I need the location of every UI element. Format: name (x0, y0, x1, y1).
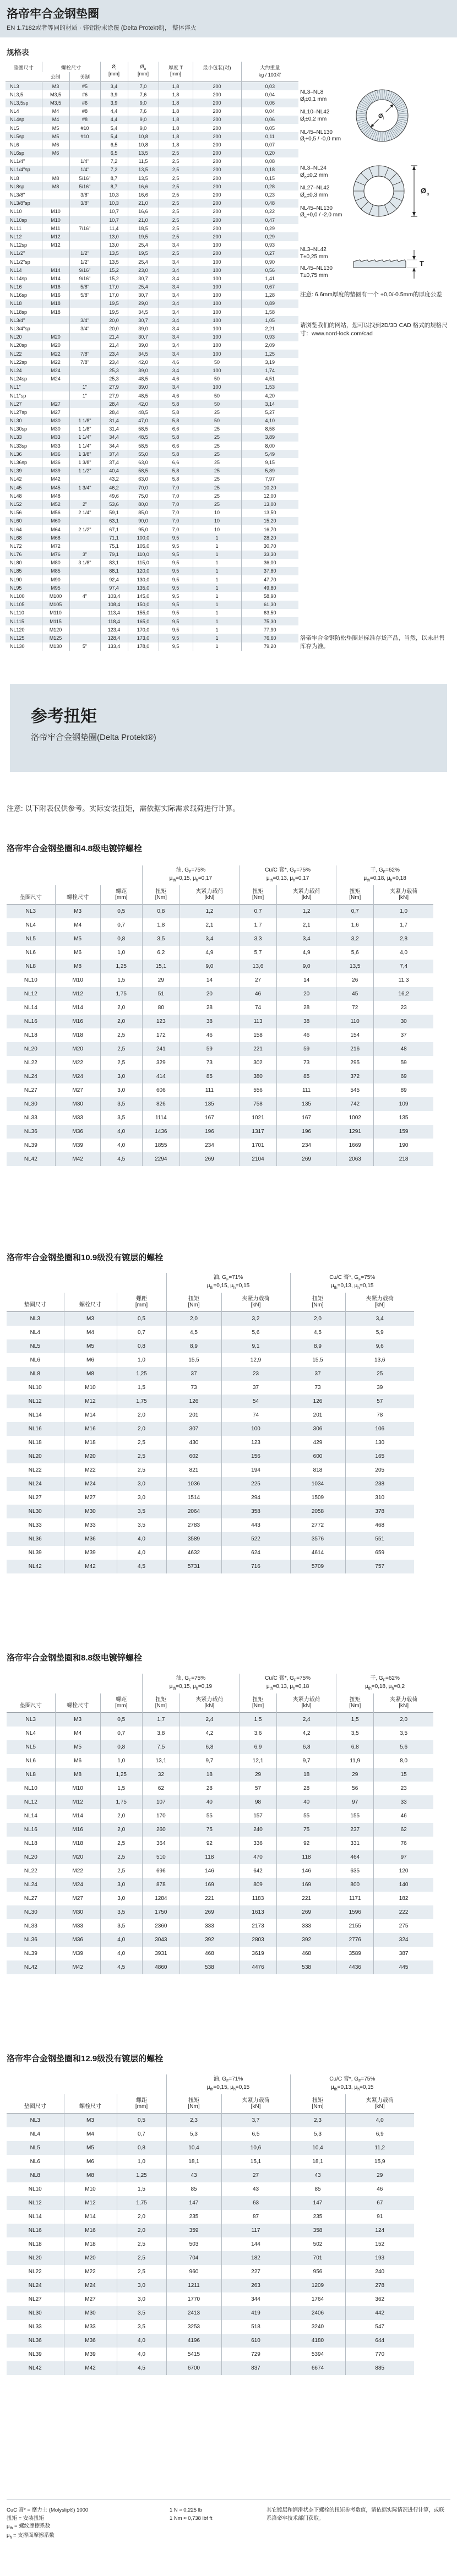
spec-row: NL36sp M36 1 3/8" 37,4 63,0 6,6 25 9,15 (6, 458, 298, 466)
torque-row: NL20 M20 2,5 704 182 701 193 (7, 2251, 414, 2265)
torque-row: NL16 M16 2,0 123 38 113 38 110 30 (7, 1015, 433, 1028)
spec-row: NL1" 1" 27,9 39,0 3,4 100 1,53 (6, 383, 298, 391)
spec-row: NL115 M115 118,4 165,0 9,5 1 75,30 (6, 617, 298, 625)
spec-row: NL3,5sp M3,5 #6 3,9 9,0 1,8 200 0,06 (6, 99, 298, 107)
torque-row: NL5 M5 0,8 8,9 9,1 8,9 9,6 (7, 1339, 414, 1353)
spec-row: NL76 M76 3" 79,1 110,0 9,5 1 33,30 (6, 551, 298, 559)
torque-row: NL8 M8 1,25 43 27 43 29 (7, 2169, 414, 2182)
spec-row: NL10 M10 10,7 16,6 2,5 200 0,22 (6, 208, 298, 216)
footer-legend (7, 2507, 155, 2541)
spec-row: NL45 M45 1 3/4" 46,2 70,0 7,0 25 10,20 (6, 483, 298, 492)
spec-row: NL11 M11 7/16" 11,4 18,5 2,5 200 0,29 (6, 224, 298, 232)
spec-row: NL4sp M4 #8 4,4 9,0 1,8 200 0,06 (6, 116, 298, 124)
spec-row: NL1/4" 1/4" 7,2 11,5 2,5 200 0,08 (6, 157, 298, 166)
torque-row: NL22 M22 2,5 329 73 302 73 295 59 (7, 1056, 433, 1070)
svg-text:Ø: Ø (378, 113, 383, 119)
torque-row: NL18 M18 2,5 172 46 158 46 154 37 (7, 1028, 433, 1042)
footer (7, 2499, 450, 2541)
torque-row: NL6 M6 1,0 13,1 9,7 12,1 9,7 11,9 8,0 (7, 1754, 433, 1768)
torque-section-title: 参考扭矩 (31, 707, 97, 726)
spec-row: NL22 M22 7/8" 23,4 34,5 3,4 100 1,25 (6, 350, 298, 358)
torque-row: NL4 M4 0,7 1,8 2,1 1,7 2,1 1,6 1,7 (7, 918, 433, 932)
torque-row: NL42 M42 4,5 4860 538 4476 538 4436 445 (7, 1960, 433, 1974)
torque-row: NL22 M22 2,5 960 227 956 240 (7, 2265, 414, 2279)
spec-row: NL14 M14 9/16" 15,2 23,0 3,4 100 0,56 (6, 266, 298, 274)
torque-row: NL4 M4 0,7 3,8 4,2 3,6 4,2 3,5 3,5 (7, 1727, 433, 1740)
page-title: 洛帝牢合金钢垫圈 (7, 8, 99, 20)
spec-row: NL4 M4 #8 4,4 7,6 1,8 200 0,04 (6, 107, 298, 116)
spec-row: NL3/8"sp 3/8" 10,3 21,0 2,5 200 0,48 (6, 199, 298, 208)
torque-row: NL16 M16 2,0 307 100 306 106 (7, 1422, 414, 1436)
spec-row: NL105 M105 108,4 150,0 9,5 1 61,30 (6, 601, 298, 609)
torque-row: NL5 M5 0,8 7,5 6,8 6,9 6,8 6,8 5,6 (7, 1740, 433, 1754)
tolerance-item: NL27–NL42 $Ø_o\pm 0,3$ mm (300, 185, 330, 199)
footer-legend-line: CuC 膏* = 摩力士 (Molyslip®) 1000 (7, 2507, 89, 2513)
spec-row: NL48 M48 49,6 75,0 7,0 25 12,00 (6, 492, 298, 500)
torque-row: NL36 M36 4,0 3589 522 3576 551 (7, 1532, 414, 1546)
torque-row: NL18 M18 2,5 503 144 502 152 (7, 2237, 414, 2251)
torque-row: NL22 M22 2,5 821 194 818 205 (7, 1463, 414, 1477)
torque-row: NL6 M6 1,0 18,1 15,1 18,1 15,9 (7, 2155, 414, 2169)
torque-row: NL42 M42 4,5 2294 269 2104 269 2063 218 (7, 1152, 433, 1166)
tolerance-item: NL3–NL42 T±0,25 mm (300, 247, 328, 260)
torque-row: NL39 M39 4,0 3931 468 3619 468 3589 387 (7, 1947, 433, 1960)
torque-row: NL10 M10 1,5 29 14 27 14 26 11,3 (7, 973, 433, 987)
torque-row: NL12 M12 1,75 51 20 46 20 45 16,2 (7, 987, 433, 1001)
tolerance-item: NL45–NL130 $Ø_o+0,0 / -2,0$ mm (300, 205, 342, 219)
torque-row: NL14 M14 2,0 235 87 235 91 (7, 2210, 414, 2224)
spec-row: NL95 M95 97,4 135,0 9,5 1 49,80 (6, 584, 298, 592)
torque-table-title-4-8: 洛帝牢合金钢垫圈和4.8级电镀锌螺栓 (7, 844, 142, 853)
torque-row: NL20 M20 2,5 510 118 470 118 464 97 (7, 1850, 433, 1864)
torque-row: NL18 M18 2,5 364 92 336 92 331 76 (7, 1837, 433, 1850)
torque-row: NL6 M6 1,0 15,5 12,9 15,5 13,6 (7, 1353, 414, 1367)
thickness-note: 注意: 6.6mm厚度的垫圈有一个 +0,0/-0.5mm的厚度公差 (300, 291, 442, 298)
torque-row: NL20 M20 2,5 602 156 600 165 (7, 1450, 414, 1463)
torque-row: NL30 M30 3,5 826 135 758 135 742 109 (7, 1097, 433, 1111)
torque-row: NL5 M5 0,8 3,5 3,4 3,3 3,4 3,2 2,8 (7, 932, 433, 946)
spec-row: NL5sp M5 #10 5,4 10,8 1,8 200 0,11 (6, 132, 298, 140)
torque-row: NL27 M27 3,0 1770 344 1764 362 (7, 2292, 414, 2306)
spec-row: NL24sp M24 25,3 48,5 4,6 50 4,51 (6, 375, 298, 383)
spec-row: NL1/2"sp 1/2" 13,5 25,4 3,4 100 0,90 (6, 258, 298, 266)
torque-row: NL5 M5 0,8 10,4 10,6 10,4 11,2 (7, 2141, 414, 2155)
torque-row: NL42 M42 4,5 6700 837 6674 885 (7, 2361, 414, 2375)
spec-row: NL22sp M22 7/8" 23,4 42,0 4,6 50 3,19 (6, 358, 298, 366)
spec-row: NL33 M33 1 1/4" 34,4 48,5 5,8 25 3,89 (6, 433, 298, 442)
torque-row: NL30 M30 3,5 1750 269 1613 269 1596 222 (7, 1905, 433, 1919)
torque-row: NL12 M12 1,75 107 40 98 40 97 33 (7, 1795, 433, 1809)
torque-row: NL3 M3 0,5 1,7 2,4 1,5 2,4 1,5 2,0 (7, 1713, 433, 1727)
spec-row: NL100 M100 4" 103,4 145,0 9,5 1 58,90 (6, 592, 298, 600)
torque-row: NL33 M33 3,5 2783 443 2772 468 (7, 1518, 414, 1532)
spec-row: NL52 M52 2" 53,6 80,0 7,0 25 13,00 (6, 500, 298, 508)
torque-row: NL10 M10 1,5 73 37 73 39 (7, 1381, 414, 1395)
tolerance-item: NL45–NL130 T±0,75 mm (300, 265, 333, 279)
spec-table-heading: 规格表 (7, 48, 29, 57)
spec-row: NL80 M80 3 1/8" 83,1 115,0 9,5 1 36,00 (6, 559, 298, 567)
header-band (0, 0, 457, 37)
washer-thickness-diagram (352, 249, 435, 280)
spec-row: NL16 M16 5/8" 17,0 25,4 3,4 100 0,67 (6, 283, 298, 291)
spec-row: NL18sp M18 19,5 34,5 3,4 100 1,58 (6, 308, 298, 316)
spec-row: NL30sp M30 1 1/8" 31,4 58,5 6,6 25 8,58 (6, 425, 298, 433)
torque-table-12-9: 油, $G_F=71\%$ $\mu_{th}=0,15$, $\mu_h=0,15$ Cu/C 膏*, $G_F=75\%$ $\mu_{th}=0,13$, $\mu_h=0,15$ 垫圈尺寸 螺栓尺寸 螺距 [mm] 扭矩 [Nm] 夹紧力载荷 [kN] 扭矩 [Nm] 夹紧力载荷 [kN] NL3 M3 0,5 2,3 3,7 2,3 4,0 NL4 M4 0,7 5,3 6,5 5,3 6,9 NL5 M5 0,8 10,4 10,6 10,4 11,2 NL6 M6 1,0 18,1 15,1 18,1 15,9 NL8 M8 1,25 43 27 43 29 NL10 M10 1,5 85 43 85 46 NL12 M12 1,75 147 63 147 67 NL14 M14 2,0 235 87 235 91 NL16 M16 2,0 359 117 358 124 NL18 M18 2,5 503 144 502 152 NL20 M20 2,5 704 182 701 193 NL22 M22 2,5 960 227 956 240 NL24 M24 3,0 1211 263 1209 278 NL27 M27 3,0 1770 344 1764 362 NL30 M30 3,5 2413 419 2406 442 NL33 M33 3,5 3253 518 3240 547 NL36 M36 4,0 4196 610 4180 644 NL39 M39 4,0 5415 729 5394 770 NL42 M42 4,5 6700 837 6674 885 (7, 2074, 414, 2375)
stock-note: 洛帝牢合金钢防松垫圈是标准存货产品，当然，以未出售库存为准。 (300, 635, 445, 650)
footer-conversions (170, 2507, 252, 2541)
page-subtitle: EN 1.7182或者等同的材质 · 锌铝粉末涂覆 (Delta Protekt®)， 整体淬火 (7, 25, 197, 31)
spec-row: NL10sp M10 10,7 21,0 2,5 200 0,47 (6, 216, 298, 224)
footer-legend-line: 扭矩 = 安装扭矩 (7, 2515, 44, 2521)
spec-row: NL30 M30 1 1/8" 31,4 47,0 5,8 50 4,10 (6, 417, 298, 425)
tolerance-item: NL10–NL42 $Ø_i\pm 0,2$ mm (300, 109, 330, 123)
spec-row: NL39 M39 1 1/2" 40,4 58,5 5,8 25 5,89 (6, 467, 298, 475)
spec-row: NL1/4"sp 1/4" 7,2 13,5 2,5 200 0,18 (6, 166, 298, 174)
cad-note: 请浏览我们的网站，您可以找到2D/3D CAD 格式的规格尺寸：www.nord-lock.com/cad (300, 322, 448, 337)
torque-table-8-8: 油, $G_F=75\%$ $\mu_{th}=0,15$, $\mu_h=0,19$ Cu/C 膏*, $G_F=75\%$ $\mu_{th}=0,13$, $\mu_h=0,18$ 干, $G_F=62\%$ $\mu_{th}=0,18$, $\mu_h=0,2$ 垫圈尺寸 螺栓尺寸 螺距 [mm] 扭矩 [Nm] 夹紧力载荷 [kN] 扭矩 [Nm] 夹紧力载荷 [kN] 扭矩 [Nm] 夹紧力载荷 [kN] NL3 M3 0,5 1,7 2,4 1,5 2,4 1,5 2,0 NL4 M4 0,7 3,8 4,2 3,6 4,2 3,5 3,5 NL5 M5 0,8 7,5 6,8 6,9 6,8 6,8 5,6 NL6 M6 1,0 13,1 9,7 12,1 9,7 11,9 8,0 NL8 M8 1,25 32 18 29 18 29 15 NL10 M10 1,5 62 28 57 28 56 23 NL12 M12 1,75 107 40 98 40 97 33 NL14 M14 2,0 170 55 157 55 155 46 NL16 M16 2,0 260 75 240 75 237 62 NL18 M18 2,5 364 92 336 92 331 76 NL20 M20 2,5 510 118 470 118 464 97 NL22 M22 2,5 696 146 642 146 635 120 NL24 M24 3,0 878 169 809 169 800 140 NL27 M27 3,0 1284 221 1183 221 1171 182 NL30 M30 3,5 1750 269 1613 269 1596 222 NL33 M33 3,5 2360 333 2173 333 2155 275 NL36 M36 4,0 3043 392 2803 392 2776 324 NL39 M39 4,0 3931 468 3619 468 3589 387 NL42 M42 4,5 4860 538 4476 538 4436 445 (7, 1674, 433, 1974)
torque-row: NL24 M24 3,0 414 85 380 85 372 69 (7, 1070, 433, 1083)
svg-text:Ø: Ø (421, 187, 427, 195)
torque-row: NL24 M24 3,0 1036 225 1034 238 (7, 1477, 414, 1491)
spec-row: NL12sp M12 13,0 25,4 3,4 100 0,93 (6, 241, 298, 249)
torque-row: NL33 M33 3,5 3253 518 3240 547 (7, 2320, 414, 2334)
torque-row: NL39 M39 4,0 5415 729 5394 770 (7, 2348, 414, 2361)
spec-row: NL6 M6 6,5 10,8 1,8 200 0,07 (6, 140, 298, 149)
torque-row: NL14 M14 2,0 80 28 74 28 72 23 (7, 1001, 433, 1015)
torque-row: NL3 M3 0,5 2,0 3,2 2,0 3,4 (7, 1312, 414, 1326)
footer-legend-line: $\mu_h$ = 支撑面摩擦系数 (7, 2533, 55, 2540)
torque-row: NL20 M20 2,5 241 59 221 59 216 48 (7, 1042, 433, 1056)
spec-row: NL85 M85 88,1 120,0 9,5 1 37,80 (6, 567, 298, 575)
footer-conversion-line: 1 N ≈ 0,225 lb (170, 2507, 203, 2513)
spec-row: NL18 M18 19,5 29,0 3,4 100 0,89 (6, 299, 298, 308)
thickness-tolerances (300, 247, 333, 284)
footer-note: 其它镀层和润滑状态下螺栓的扭矩参考数值，请依据实际情况进行计算，或联系洛帝牢技术部门获取。 (266, 2507, 445, 2521)
torque-row: NL27 M27 3,0 1284 221 1183 221 1171 182 (7, 1892, 433, 1905)
spec-row: NL72 M72 75,1 105,0 9,5 1 30,70 (6, 542, 298, 550)
spec-row: NL3,5 M3,5 #6 3,9 7,6 1,8 200 0,04 (6, 90, 298, 99)
torque-row: NL6 M6 1,0 6,2 4,9 5,7 4,9 5,6 4,0 (7, 946, 433, 960)
footer-legend-line: $\mu_{th}$ = 螺纹摩擦系数 (7, 2523, 51, 2531)
torque-table-title-12-9: 洛帝牢合金钢垫圈和12.9级没有镀层的螺栓 (7, 2054, 164, 2063)
tolerance-item: NL3–NL8 $Ø_i\pm 0,1$ mm (300, 89, 327, 104)
torque-row: NL39 M39 4,0 4632 624 4614 659 (7, 1546, 414, 1560)
spec-row: NL130 M130 5" 133,4 178,0 9,5 1 79,20 (6, 642, 298, 651)
spec-row: NL68 M68 71,1 100,0 9,5 1 28,20 (6, 533, 298, 542)
torque-section-band (10, 684, 447, 772)
spec-row: NL1/2" 1/2" 13,5 19,5 2,5 200 0,27 (6, 249, 298, 258)
torque-row: NL22 M22 2,5 696 146 642 146 635 120 (7, 1864, 433, 1878)
footer-conversion-line: 1 Nm ≈ 0,738 lbf ft (170, 2515, 213, 2521)
torque-table-title-10-9: 洛帝牢合金钢垫圈和10.9级没有镀层的螺栓 (7, 1253, 164, 1262)
spec-row: NL56 M56 2 1/4" 59,1 85,0 7,0 10 13,50 (6, 509, 298, 517)
torque-row: NL36 M36 4,0 3043 392 2803 392 2776 324 (7, 1933, 433, 1947)
torque-row: NL18 M18 2,5 430 123 429 130 (7, 1436, 414, 1450)
svg-text:T: T (420, 259, 424, 268)
torque-row: NL12 M12 1,75 126 54 126 57 (7, 1395, 414, 1408)
torque-row: NL33 M33 3,5 2360 333 2173 333 2155 275 (7, 1919, 433, 1933)
torque-row: NL14 M14 2,0 170 55 157 55 155 46 (7, 1809, 433, 1823)
torque-row: NL8 M8 1,25 37 23 37 25 (7, 1367, 414, 1381)
spec-row: NL3/8" 3/8" 10,3 16,6 2,5 200 0,23 (6, 190, 298, 199)
torque-row: NL16 M16 2,0 260 75 240 75 237 62 (7, 1823, 433, 1837)
torque-row: NL4 M4 0,7 5,3 6,5 5,3 6,9 (7, 2127, 414, 2141)
washer-outer-diameter-diagram (352, 164, 440, 219)
spec-row: NL14sp M14 9/16" 15,2 30,7 3,4 100 1,41 (6, 274, 298, 282)
torque-row: NL10 M10 1,5 62 28 57 28 56 23 (7, 1782, 433, 1795)
torque-row: NL42 M42 4,5 5731 716 5709 757 (7, 1560, 414, 1573)
spec-row: NL3/4"sp 3/4" 20,0 39,0 3,4 100 2,21 (6, 324, 298, 333)
torque-row: NL8 M8 1,25 15,1 9,0 13,6 9,0 13,5 7,4 (7, 960, 433, 973)
washer-inner-diameter-diagram (355, 88, 410, 143)
torque-table-4-8: 油, $G_F=75\%$ $\mu_{th}=0,15$, $\mu_h=0,17$ Cu/C 膏*, $G_F=75\%$ $\mu_{th}=0,13$, $\mu_h=0,17$ 干, $G_F=62\%$ $\mu_{th}=0,18$, $\mu_h=0,18$ 垫圈尺寸 螺栓尺寸 螺距 [mm] 扭矩 [Nm] 夹紧力载荷 [kN] 扭矩 [Nm] 夹紧力载荷 [kN] 扭矩 [Nm] 夹紧力载荷 [kN] NL3 M3 0,5 0,8 1,2 0,7 1,2 0,7 1,0 NL4 M4 0,7 1,8 2,1 1,7 2,1 1,6 1,7 NL5 M5 0,8 3,5 3,4 3,3 3,4 3,2 2,8 NL6 M6 1,0 6,2 4,9 5,7 4,9 5,6 4,0 NL8 M8 1,25 15,1 9,0 13,6 9,0 13,5 7,4 NL10 M10 1,5 29 14 27 14 26 11,3 NL12 M12 1,75 51 20 46 20 45 16,2 NL14 M14 2,0 80 28 74 28 72 23 NL16 M16 2,0 123 38 113 38 110 30 NL18 M18 2,5 172 46 158 46 154 37 NL20 M20 2,5 241 59 221 59 216 48 NL22 M22 2,5 329 73 302 73 295 59 NL24 M24 3,0 414 85 380 85 372 69 NL27 M27 3,0 606 111 556 111 545 89 NL30 M30 3,5 826 135 758 135 742 109 NL33 M33 3,5 1114 167 1021 167 1002 135 NL36 M36 4,0 1436 196 1317 196 1291 159 NL39 M39 4,0 1855 234 1701 234 1669 190 NL42 M42 4,5 2294 269 2104 269 2063 218 (7, 865, 433, 1166)
torque-row: NL30 M30 3,5 2413 419 2406 442 (7, 2306, 414, 2320)
spec-row: NL3 M3 #5 3,4 7,0 1,8 200 0,03 (6, 82, 298, 91)
spec-row: NL16sp M16 5/8" 17,0 30,7 3,4 100 1,28 (6, 291, 298, 299)
torque-section-subtitle: 洛帝牢合金钢垫圈(Delta Protekt®) (31, 733, 156, 742)
spec-row: NL36 M36 1 3/8" 37,4 55,0 5,8 25 5,49 (6, 450, 298, 458)
torque-row: NL24 M24 3,0 878 169 809 169 800 140 (7, 1878, 433, 1892)
spec-row: NL3/4" 3/4" 20,0 30,7 3,4 100 1,05 (6, 316, 298, 324)
torque-row: NL16 M16 2,0 359 117 358 124 (7, 2224, 414, 2237)
spec-row: NL90 M90 92,4 130,0 9,5 1 47,70 (6, 575, 298, 584)
spec-row: NL8sp M8 5/16" 8,7 16,6 2,5 200 0,28 (6, 182, 298, 190)
tolerance-item: NL3–NL24 $Ø_o\pm 0,2$ mm (300, 165, 328, 179)
spec-row: NL20sp M20 21,4 39,0 3,4 100 2,09 (6, 341, 298, 350)
tolerance-item: NL45–NL130 $Ø_i+0,5 / -0,0$ mm (300, 129, 341, 143)
spec-row: NL27 M27 28,4 42,0 5,8 50 3,14 (6, 400, 298, 408)
torque-row: NL30 M30 3,5 2064 358 2058 378 (7, 1505, 414, 1518)
torque-row: NL27 M27 3,0 606 111 556 111 545 89 (7, 1083, 433, 1097)
spec-row: NL1"sp 1" 27,9 48,5 4,6 50 4,20 (6, 391, 298, 400)
torque-row: NL14 M14 2,0 201 74 201 78 (7, 1408, 414, 1422)
torque-row: NL10 M10 1,5 85 43 85 46 (7, 2182, 414, 2196)
spec-row: NL110 M110 113,4 155,0 9,5 1 63,50 (6, 609, 298, 617)
spec-row: NL24 M24 25,3 39,0 3,4 100 1,74 (6, 366, 298, 374)
svg-text:i: i (383, 117, 384, 121)
torque-row: NL3 M3 0,5 0,8 1,2 0,7 1,2 0,7 1,0 (7, 905, 433, 919)
spec-row: NL120 M120 123,4 170,0 9,5 1 77,90 (6, 625, 298, 634)
torque-row: NL24 M24 3,0 1211 263 1209 278 (7, 2279, 414, 2292)
torque-row: NL36 M36 4,0 4196 610 4180 644 (7, 2334, 414, 2348)
spec-row: NL64 M64 2 1/2" 67,1 95,0 7,0 10 16,70 (6, 525, 298, 533)
spec-table: 垫圈尺寸 螺栓尺寸 $Ø_i$ [mm] $Ø_o$ [mm] 厚度 T [mm] 最小包装(对) 大约重量 kg / 100对 公制 美制 NL3 M3 #5 3,4 7,0 1,8 200 0,03 NL3,5 M3,5 #6 3,9 7,6 1,8 200 0,04 NL3,5sp M3,5 #6 3,9 9,0 1,8 200 0,06 NL4 M4 #8 4,4 7,6 1,8 200 0,04 NL4sp M4 #8 4,4 9,0 1,8 200 0,06 NL5 M5 #10 5,4 9,0 1,8 200 0,05 NL5sp M5 #10 5,4 10,8 1,8 200 0,11 NL6 M6 6,5 10,8 1,8 200 0,07 NL6sp M6 6,5 13,5 2,5 200 0,20 NL1/4" 1/4" 7,2 11,5 2,5 200 0,08 NL1/4"sp 1/4" 7,2 13,5 2,5 200 0,18 NL8 M8 5/16" 8,7 13,5 2,5 200 0,15 NL8sp M8 5/16" 8,7 16,6 2,5 200 0,28 NL3/8" 3/8" 10,3 16,6 2,5 200 0,23 NL3/8"sp 3/8" 10,3 21,0 2,5 200 0,48 NL10 M10 10,7 16,6 2,5 200 0,22 NL10sp M10 10,7 21,0 2,5 200 0,47 NL11 M11 7/16" 11,4 18,5 2,5 200 0,29 NL12 M12 13,0 19,5 2,5 200 0,29 NL12sp M12 13,0 25,4 3,4 100 0,93 NL1/2" 1/2" 13,5 19,5 2,5 200 0,27 NL1/2"sp 1/2" 13,5 25,4 3,4 100 0,90 NL14 M14 9/16" 15,2 23,0 3,4 100 0,56 NL14sp M14 9/16" 15,2 30,7 3,4 100 1,41 NL16 M16 5/8" 17,0 25,4 3,4 100 0,67 NL16sp M16 5/8" 17,0 30,7 3,4 100 1,28 NL18 M18 19,5 29,0 3,4 100 0,89 NL18sp M18 19,5 34,5 3,4 100 1,58 NL3/4" 3/4" 20,0 30,7 3,4 100 1,05 NL3/4"sp 3/4" 20,0 39,0 3,4 100 2,21 NL20 M20 21,4 30,7 3,4 100 0,93 NL20sp M20 21,4 39,0 3,4 100 2,09 NL22 M22 7/8" 23,4 34,5 3,4 100 1,25 NL22sp M22 7/8" 23,4 42,0 4,6 50 3,19 NL24 M24 25,3 39,0 3,4 100 1,74 NL24sp M24 25,3 48,5 4,6 50 4,51 NL1" 1" 27,9 39,0 3,4 100 1,53 NL1"sp 1" 27,9 48,5 4,6 50 4,20 NL27 M27 28,4 42,0 5,8 50 3,14 NL27sp M27 28,4 48,5 5,8 25 5,27 NL30 M30 1 1/8" 31,4 47,0 5,8 50 4,10 NL30sp M30 1 1/8" 31,4 58,5 6,6 25 8,58 NL33 M33 1 1/4" 34,4 48,5 5,8 25 3,89 NL33sp M33 1 1/4" 34,4 58,5 6,6 25 8,00 NL36 M36 1 3/8" 37,4 55,0 5,8 25 5,49 NL36sp M36 1 3/8" 37,4 63,0 6,6 25 9,15 NL39 M39 1 1/2" 40,4 58,5 5,8 25 5,89 NL42 M42 43,2 63,0 5,8 25 7,97 NL45 M45 1 3/4" 46,2 70,0 7,0 25 10,20 NL48 M48 49,6 75,0 7,0 25 12,00 NL52 M52 2" 53,6 80,0 7,0 25 13,00 NL56 M56 2 1/4" 59,1 85,0 7,0 10 13,50 NL60 M60 63,1 90,0 7,0 10 15,20 NL64 M64 2 1/2" 67,1 95,0 7,0 10 16,70 NL68 M68 71,1 100,0 9,5 1 28,20 NL72 M72 75,1 105,0 9,5 1 30,70 NL76 M76 3" 79,1 110,0 9,5 1 33,30 NL80 M80 3 1/8" 83,1 115,0 9,5 1 36,00 NL85 M85 88,1 120,0 9,5 1 37,80 NL90 M90 92,4 130,0 9,5 1 47,70 NL95 M95 97,4 135,0 9,5 1 49,80 NL100 M100 4" 103,4 145,0 9,5 1 58,90 NL105 M105 108,4 150,0 9,5 1 61,30 NL110 M110 113,4 155,0 9,5 1 63,50 NL115 M115 118,4 165,0 9,5 1 75,30 NL120 M120 123,4 170,0 9,5 1 77,90 NL125 M125 128,4 173,0 9,5 1 76,60 NL130 M130 5" 133,4 178,0 9,5 1 79,20 (6, 62, 298, 651)
spec-row: NL20 M20 21,4 30,7 3,4 100 0,93 (6, 333, 298, 341)
torque-row: NL39 M39 4,0 1855 234 1701 234 1669 190 (7, 1139, 433, 1152)
inner-diameter-tolerances (300, 89, 341, 149)
spec-row: NL12 M12 13,0 19,5 2,5 200 0,29 (6, 232, 298, 241)
torque-row: NL27 M27 3,0 1514 294 1509 310 (7, 1491, 414, 1505)
torque-note: 注意: 以下附表仅供参考。实际安装扭矩，需依据实际需求载荷进行计算。 (7, 804, 240, 813)
torque-row: NL8 M8 1,25 32 18 29 18 29 15 (7, 1768, 433, 1782)
torque-row: NL12 M12 1,75 147 63 147 67 (7, 2196, 414, 2210)
torque-row: NL4 M4 0,7 4,5 5,6 4,5 5,9 (7, 1326, 414, 1339)
torque-row: NL3 M3 0,5 2,3 3,7 2,3 4,0 (7, 2114, 414, 2128)
torque-row: NL36 M36 4,0 1436 196 1317 196 1291 159 (7, 1125, 433, 1139)
spec-row: NL42 M42 43,2 63,0 5,8 25 7,97 (6, 475, 298, 483)
torque-table-title-8-8: 洛帝牢合金钢垫圈和8.8级电镀锌螺栓 (7, 1653, 142, 1663)
spec-row: NL125 M125 128,4 173,0 9,5 1 76,60 (6, 634, 298, 642)
torque-row: NL33 M33 3,5 1114 167 1021 167 1002 135 (7, 1111, 433, 1125)
spec-row: NL8 M8 5/16" 8,7 13,5 2,5 200 0,15 (6, 174, 298, 182)
spec-row: NL33sp M33 1 1/4" 34,4 58,5 6,6 25 8,00 (6, 442, 298, 450)
spec-row: NL27sp M27 28,4 48,5 5,8 25 5,27 (6, 408, 298, 416)
spec-row: NL5 M5 #10 5,4 9,0 1,8 200 0,05 (6, 124, 298, 132)
outer-diameter-tolerances (300, 165, 342, 225)
torque-table-10-9: 油, $G_F=71\%$ $\mu_{th}=0,15$, $\mu_h=0,15$ Cu/C 膏*, $G_F=75\%$ $\mu_{th}=0,13$, $\mu_h=0,15$ 垫圈尺寸 螺栓尺寸 螺距 [mm] 扭矩 [Nm] 夹紧力载荷 [kN] 扭矩 [Nm] 夹紧力载荷 [kN] NL3 M3 0,5 2,0 3,2 2,0 3,4 NL4 M4 0,7 4,5 5,6 4,5 5,9 NL5 M5 0,8 8,9 9,1 8,9 9,6 NL6 M6 1,0 15,5 12,9 15,5 13,6 NL8 M8 1,25 37 23 37 25 NL10 M10 1,5 73 37 73 39 NL12 M12 1,75 126 54 126 57 NL14 M14 2,0 201 74 201 78 NL16 M16 2,0 307 100 306 106 NL18 M18 2,5 430 123 429 130 NL20 M20 2,5 602 156 600 165 NL22 M22 2,5 821 194 818 205 NL24 M24 3,0 1036 225 1034 238 NL27 M27 3,0 1514 294 1509 310 NL30 M30 3,5 2064 358 2058 378 NL33 M33 3,5 2783 443 2772 468 NL36 M36 4,0 3589 522 3576 551 NL39 M39 4,0 4632 624 4614 659 NL42 M42 4,5 5731 716 5709 757 (7, 1273, 414, 1573)
svg-text:o: o (427, 192, 429, 197)
spec-row: NL60 M60 63,1 90,0 7,0 10 15,20 (6, 517, 298, 525)
spec-row: NL6sp M6 6,5 13,5 2,5 200 0,20 (6, 149, 298, 157)
